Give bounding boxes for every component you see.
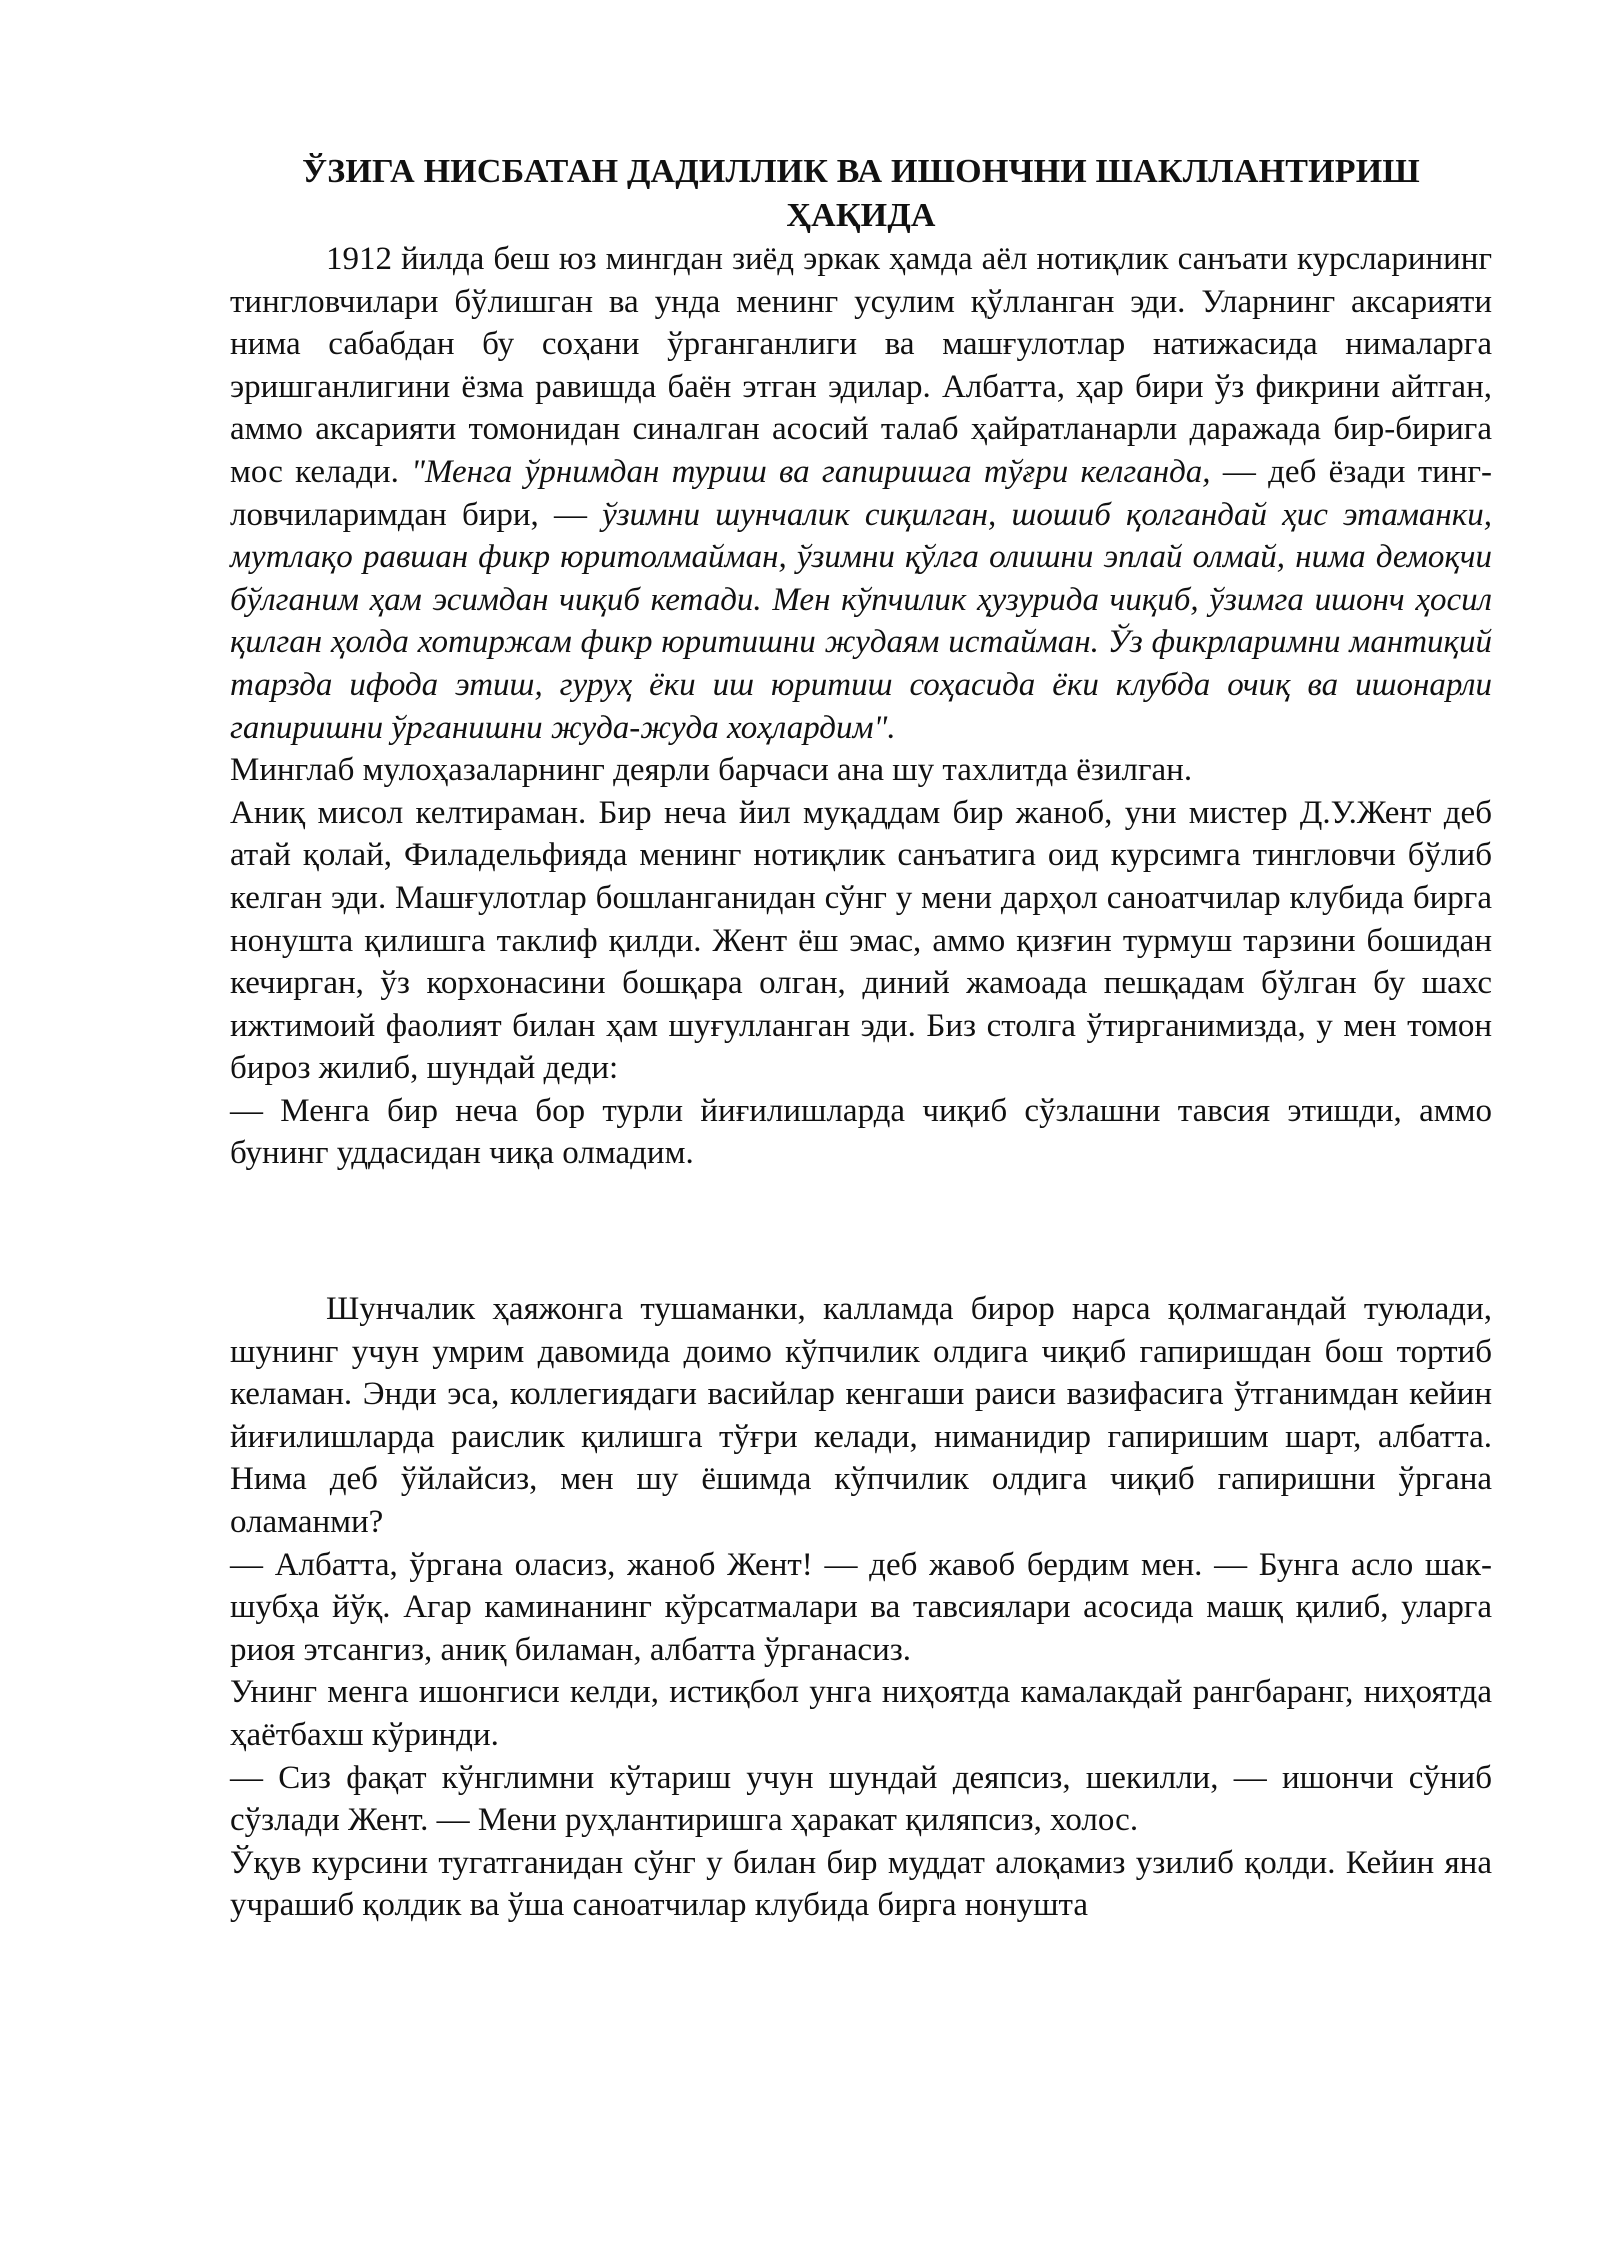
paragraph-example: Аниқ мисол келтираман. Бир неча йил муқаддам бир жаноб, уни мистер Д.У.Жент деб атай қолай, Филадельфияда менинг нотиқлик санъатига оид курсимга тингловчи бўлиб келган эди. Машғулотлар бошланганидан сўнг у мени дарҳол саноатчилар клубида бирга нонушта қилишга таклиф қилди. Жент ёш эмас, аммо қизғин турмуш тарзини бошидан кечирган, ўз корхонасини бошқара олган, диний жамоада пешқадам бўлган бу шахс ижтимоий фаолият билан ҳам шуғулланган эди. Биз столга ўтирганимизда, у мен томон бироз жилиб, шундай деди:	[230, 794, 1492, 1087]
document-page	[230, 150, 1492, 1927]
quote-italic-start: "Менга ўрнимдан туриш ва гапиришга тўғри келганда,	[411, 453, 1211, 490]
quote-attribution: — деб ёзади тингловчиларимдан бири, —	[230, 453, 1492, 533]
paragraph-intro	[230, 238, 1492, 749]
paragraph-summary: Минглаб мулоҳазаларнинг деярли барчаси ана шу тахлитда ёзилган.	[230, 752, 1193, 789]
quote-italic-rest: ўзимни шунчалик сиқилган, шошиб қолгандай ҳис этаманки, мутлақо равшан фикр юритолмайман, ўзимни қўлга олишни эплай олмай, нима демоқчи бўлганим ҳам эсимдан чиқиб кетади. Мен кўпчилик ҳузурида чиқиб, ўзимга ишонч ҳосил қилган ҳолда хотиржам фикр юритишни жудаям истайман. Ўз фикрларимни мантиқий тарзда ифода этиш, гуруҳ ёки иш юритиш соҳасида ёки клубда очиқ ва ишонарли гапиришни ўрганишни жуда-жуда хоҳлардим".	[230, 496, 1492, 746]
paragraph-reply: — Албатта, ўргана оласиз, жаноб Жент! — деб жавоб бердим мен. — Бунга асло шак-шубҳа йўқ. Агар каминанинг кўрсатмалари ва тавсиялари асосида машқ қилиб, уларга риоя этсангиз, аниқ биламан, албатта ўрганасиз.	[230, 1546, 1492, 1668]
section-first	[230, 238, 1492, 1175]
paragraph-meeting: Ўқув курсини тугатганидан сўнг у билан бир муддат алоқамиз узилиб қолди. Кейин яна учрашиб қолдик ва ўша саноатчилар клубида бирга нонушта	[230, 1844, 1492, 1924]
section-gap	[230, 1175, 1492, 1288]
document-title: ЎЗИГА НИСБАТАН ДАДИЛЛИК ВА ИШОНЧНИ ШАКЛЛАНТИРИШ ҲАҚИДА	[302, 153, 1420, 234]
paragraph-hope: Унинг менга ишонгиси келди, истиқбол унга ниҳоятда камалакдай рангбаранг, ниҳоятда ҳаётбахш кўринди.	[230, 1674, 1492, 1753]
intro-text: 1912 йилда беш юз мингдан зиёд эркак ҳамда аёл нотиқлик санъати курсларининг тингловчилари бўлишган ва унда менинг усулим қўлланган эди. Уларнинг аксарияти нима сабабдан бу соҳани ўрганганлиги ва машғулотлар натижасида нималарга эришганлигини ёзма равишда баён этган эдилар. Албатта, ҳар бири ўз фикрини айтган, аммо аксарияти томонидан синалган асосий талаб ҳайратланарли даражада бир-бирига мос келади.	[230, 241, 1492, 490]
paragraph-dialogue-1: — Менга бир неча бор турли йиғилишларда чиқиб сўзлашни тавсия этишди, аммо бунинг уддасидан чиқа олмадим.	[230, 1092, 1492, 1172]
paragraph-doubt: — Сиз фақат кўнглимни кўтариш учун шундай деяпсиз, шекилли, — ишончи сўниб сўзлади Жент. — Мени руҳлантиришга ҳаракат қиляпсиз, холос.	[230, 1759, 1492, 1839]
section-second	[230, 1288, 1492, 1927]
paragraph-continuation: Шунчалик ҳаяжонга тушаманки, калламда бирор нарса қолмагандай туюлади, шунинг учун умрим давомида доимо кўпчилик олдига чиқиб гапиришдан бош тортиб келаман. Энди эса, коллегиядаги васийлар кенгаши раиси вазифасига ўтганимдан кейин йиғилишларда раислик қилишга тўғри келади, ниманидир гапиришим шарт, албатта. Нима деб ўйлайсиз, мен шу ёшимда кўпчилик олдига чиқиб гапиришни ўргана оламанми?	[230, 1291, 1492, 1541]
